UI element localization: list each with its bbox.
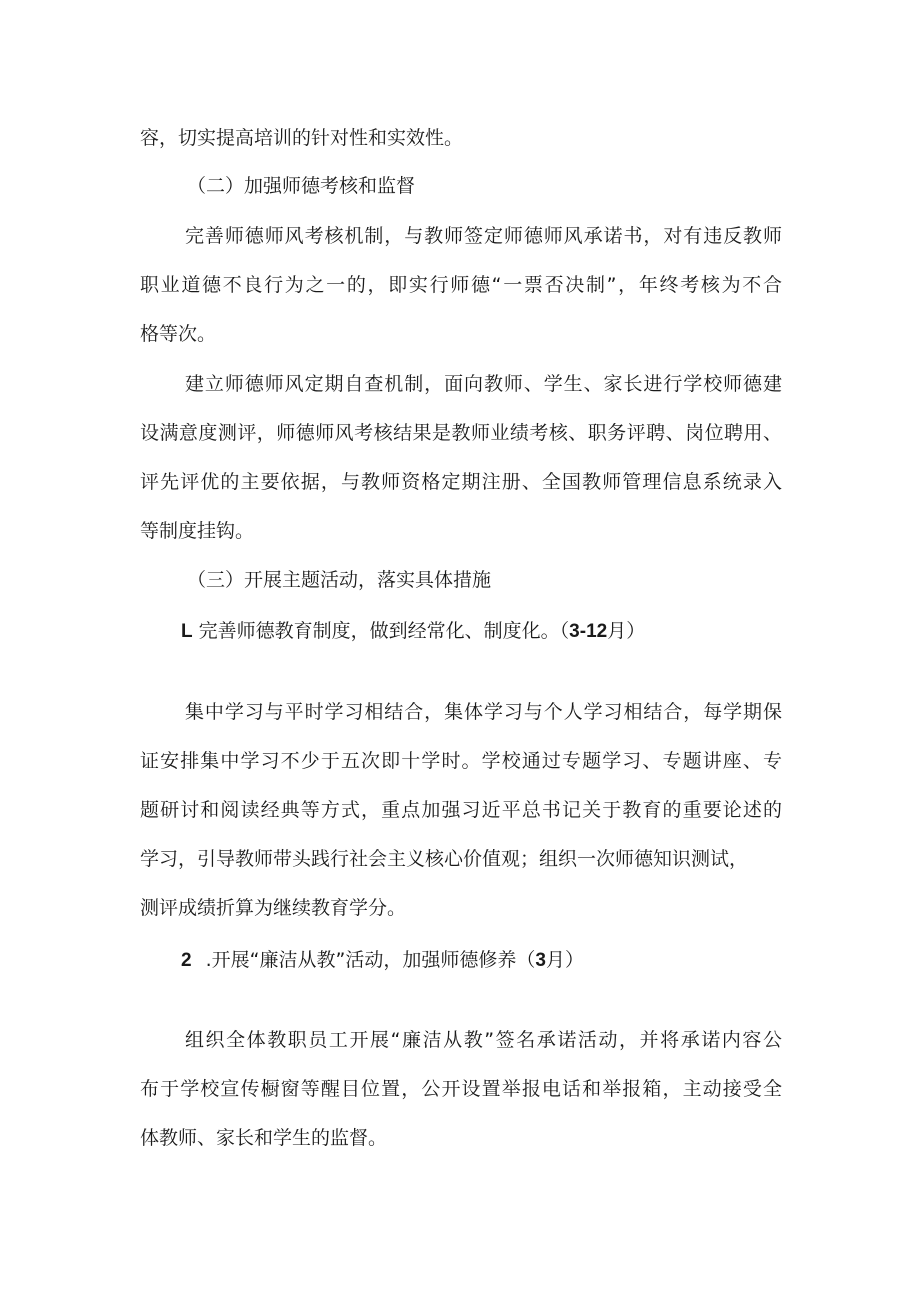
list-item-period: 3-12: [569, 621, 608, 642]
list-item-period: 3: [535, 950, 546, 971]
paragraph-line: 学习，引导教师带头践行社会主义核心价值观；组织一次师德知识测试，: [140, 848, 749, 870]
paragraph-line: 组织全体教职员工开展“廉洁从教”签名承诺活动，并将承诺内容公: [185, 1029, 782, 1051]
paragraph-line: 体教师、家长和学生的监督。: [140, 1127, 388, 1149]
list-item-tail: 月）: [545, 949, 584, 971]
list-item-text: .开展“廉洁从教”活动，加强师德修养（: [205, 949, 536, 971]
paragraph-line: 证安排集中学习不少于五次即十学时。学校通过专题学习、专题讲座、专: [140, 750, 782, 772]
paragraph-line: 布于学校宣传橱窗等醒目位置，公开设置举报电话和举报箱，主动接受全: [140, 1078, 782, 1100]
list-item-number: L: [181, 621, 193, 642]
paragraph-line: 格等次。: [140, 323, 217, 345]
list-item-heading: [181, 619, 645, 644]
paragraph-line: 评先评优的主要依据，与教师资格定期注册、全国教师管理信息系统录入: [140, 471, 782, 493]
paragraph-line: 职业道德不良行为之一的，即实行师德“一票否决制”，年终考核为不合: [140, 274, 782, 296]
section-heading: （三）开展主题活动，落实具体措施: [187, 569, 492, 591]
paragraph-line: 建立师德师风定期自查机制，面向教师、学生、家长进行学校师德建: [185, 373, 782, 395]
paragraph-line: 测评成绩折算为继续教育学分。: [140, 897, 407, 919]
list-item-text: 完善师德教育制度，做到经常化、制度化。（: [198, 620, 570, 642]
list-item-number: 2: [181, 950, 192, 971]
list-item-tail: 月）: [607, 620, 646, 642]
list-item-heading: [181, 948, 584, 973]
paragraph-line: 容，切实提高培训的针对性和实效性。: [140, 127, 464, 149]
section-heading: （二）加强师德考核和监督: [187, 175, 416, 197]
paragraph-line: 等制度挂钩。: [140, 520, 255, 542]
paragraph-line: 完善师德师风考核机制，与教师签定师德师风承诺书，对有违反教师: [185, 225, 782, 247]
paragraph-line: 设满意度测评，师德师风考核结果是教师业绩考核、职务评聘、岗位聘用、: [140, 422, 782, 444]
paragraph-line: 集中学习与平时学习相结合，集体学习与个人学习相结合，每学期保: [185, 701, 782, 723]
paragraph-line: 题研讨和阅读经典等方式，重点加强习近平总书记关于教育的重要论述的: [140, 799, 782, 821]
